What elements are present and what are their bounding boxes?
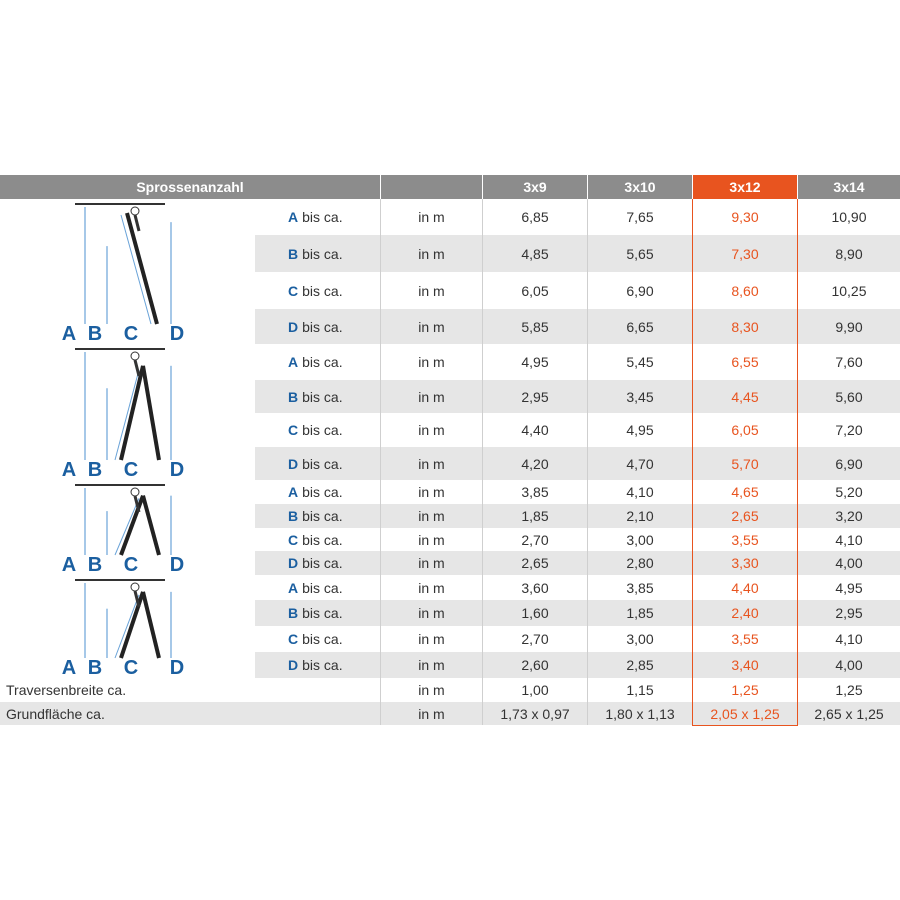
value-cell-3x14: 4,10 — [835, 631, 863, 647]
value-cell-3x9: 1,73 x 0,97 — [500, 705, 570, 722]
person-body — [135, 215, 139, 231]
row-label — [288, 626, 380, 652]
measure-suffix: bis ca. — [302, 555, 343, 571]
value-cell-3x12: 3,30 — [731, 555, 759, 571]
diagram-label-d: D — [169, 323, 185, 342]
diagram-label-c: C — [123, 657, 139, 676]
value-cell-3x9: 2,70 — [521, 531, 549, 548]
measure-suffix: bis ca. — [302, 605, 343, 621]
row-label — [288, 480, 380, 504]
measure-letter: D — [288, 455, 299, 472]
value-cell-3x14: 10,25 — [831, 282, 867, 299]
unit-cell: in m — [418, 209, 445, 225]
value-cell-3x9: 1,60 — [521, 605, 549, 621]
value-cell-3x9: 3,60 — [521, 579, 549, 596]
value-cell-3x12: 5,70 — [731, 455, 759, 472]
row-label — [288, 528, 380, 551]
measure-letter: D — [288, 555, 299, 571]
row-label — [288, 575, 380, 600]
value-cell-3x14: 5,20 — [835, 484, 863, 500]
ladder-leg-back — [143, 366, 159, 460]
value-cell-3x10: 3,85 — [626, 579, 654, 596]
row-label — [288, 380, 380, 413]
table-header — [0, 175, 900, 199]
value-cell-3x10: 6,90 — [626, 282, 654, 299]
value-cell-3x10: 1,85 — [626, 605, 654, 621]
header-label: Sprossenanzahl — [136, 179, 244, 195]
value-cell-3x10: 6,65 — [626, 318, 654, 335]
value-cell-3x14: 7,60 — [835, 354, 863, 370]
measure-letter: A — [288, 484, 299, 500]
value-cell-3x12: 6,05 — [731, 422, 759, 438]
value-cell-3x14: 9,90 — [835, 318, 863, 335]
row-label — [288, 447, 380, 480]
diagram-label-c: C — [123, 459, 139, 478]
unit-cell: in m — [418, 455, 445, 472]
value-cell-3x10: 4,10 — [626, 484, 654, 500]
value-cell-3x9: 1,85 — [521, 508, 549, 524]
person-head — [131, 352, 139, 360]
person-head — [131, 207, 139, 215]
value-cell-3x9: 1,00 — [521, 682, 549, 698]
unit-cell: in m — [418, 555, 445, 571]
measure-suffix: bis ca. — [302, 579, 343, 596]
value-cell-3x12: 8,30 — [731, 318, 759, 335]
unit-cell: in m — [418, 354, 445, 370]
value-cell-3x14: 4,10 — [835, 531, 863, 548]
value-cell-3x12: 4,40 — [731, 579, 759, 596]
diagram-label-d: D — [169, 657, 185, 676]
value-cell-3x9: 2,95 — [521, 388, 549, 405]
unit-cell: in m — [418, 579, 445, 596]
measure-letter: C — [288, 422, 299, 438]
value-cell-3x14: 8,90 — [835, 245, 863, 262]
value-cell-3x10: 3,00 — [626, 531, 654, 548]
diagram-label-a: A — [61, 459, 77, 478]
highlight-column-frame — [692, 199, 798, 726]
measure-letter: D — [288, 657, 299, 673]
measure-letter: A — [288, 579, 299, 596]
ladder-leg-back — [143, 496, 159, 555]
ladder-diagram-svg — [55, 577, 200, 676]
value-cell-3x10: 3,00 — [626, 631, 654, 647]
value-cell-3x12: 1,25 — [731, 682, 759, 698]
ladder-leg — [127, 213, 157, 324]
value-cell-3x12: 4,45 — [731, 388, 759, 405]
header-col-3x14: 3x14 — [833, 179, 865, 195]
value-cell-3x14: 4,00 — [835, 657, 863, 673]
ladder-diagram-svg — [55, 482, 200, 573]
unit-cell: in m — [418, 657, 445, 673]
diagram-label-c: C — [123, 323, 139, 342]
row-label — [288, 272, 380, 309]
diagram-label-c: C — [123, 554, 139, 573]
ladder-leg-front — [121, 592, 143, 658]
diagram-label-b: B — [87, 459, 103, 478]
value-cell-3x12: 6,55 — [731, 354, 759, 370]
person-body — [135, 496, 139, 512]
unit-cell: in m — [418, 318, 445, 335]
value-cell-3x14: 4,00 — [835, 555, 863, 571]
unit-cell: in m — [418, 631, 445, 647]
diagram-label-d: D — [169, 459, 185, 478]
value-cell-3x12: 3,40 — [731, 657, 759, 673]
header-col-3x9: 3x9 — [523, 179, 547, 195]
ladder-diagram — [55, 346, 195, 478]
measure-suffix: bis ca. — [302, 631, 343, 647]
row-label — [288, 600, 380, 626]
footer-label: Traversenbreite ca. — [6, 682, 127, 698]
value-cell-3x14: 5,60 — [835, 388, 863, 405]
value-cell-3x10: 5,45 — [626, 354, 654, 370]
diagram-label-d: D — [169, 554, 185, 573]
unit-cell: in m — [418, 682, 445, 698]
dimension-c-line — [115, 595, 139, 658]
unit-cell: in m — [418, 282, 445, 299]
value-cell-3x9: 6,05 — [521, 282, 549, 299]
value-cell-3x14: 10,90 — [831, 209, 867, 225]
value-cell-3x12: 2,65 — [731, 508, 759, 524]
value-cell-3x12: 2,05 x 1,25 — [710, 705, 780, 722]
value-cell-3x12: 9,30 — [731, 209, 759, 225]
row-label — [288, 652, 380, 678]
unit-cell: in m — [418, 531, 445, 548]
value-cell-3x14: 4,95 — [835, 579, 863, 596]
measure-suffix: bis ca. — [302, 455, 343, 472]
measure-letter: A — [288, 354, 299, 370]
measure-suffix: bis ca. — [302, 282, 343, 299]
diagram-label-a: A — [61, 657, 77, 676]
footer-label: Grundfläche ca. — [6, 705, 105, 722]
row-label — [288, 235, 380, 272]
ladder-leg-front — [121, 496, 143, 555]
value-cell-3x14: 1,25 — [835, 682, 863, 698]
measure-suffix: bis ca. — [302, 318, 343, 335]
diagram-label-a: A — [61, 323, 77, 342]
value-cell-3x10: 5,65 — [626, 245, 654, 262]
measure-suffix: bis ca. — [302, 484, 343, 500]
value-cell-3x9: 2,70 — [521, 631, 549, 647]
value-cell-3x12: 7,30 — [731, 245, 759, 262]
column-divider — [380, 199, 381, 725]
value-cell-3x9: 3,85 — [521, 484, 549, 500]
diagram-label-b: B — [87, 554, 103, 573]
measure-letter: C — [288, 531, 299, 548]
value-cell-3x9: 4,85 — [521, 245, 549, 262]
value-cell-3x12: 3,55 — [731, 631, 759, 647]
header-col-3x12: 3x12 — [693, 175, 797, 199]
measure-letter: B — [288, 605, 299, 621]
row-label — [288, 199, 380, 235]
value-cell-3x12: 3,55 — [731, 531, 759, 548]
value-cell-3x9: 4,95 — [521, 354, 549, 370]
measure-letter: A — [288, 209, 299, 225]
unit-cell: in m — [418, 605, 445, 621]
measure-suffix: bis ca. — [302, 209, 343, 225]
value-cell-3x10: 7,65 — [626, 209, 654, 225]
unit-cell: in m — [418, 705, 445, 722]
measure-suffix: bis ca. — [302, 508, 343, 524]
value-cell-3x10: 1,15 — [626, 682, 654, 698]
value-cell-3x10: 3,45 — [626, 388, 654, 405]
unit-cell: in m — [418, 508, 445, 524]
row-label — [288, 344, 380, 380]
ladder-diagram — [55, 482, 195, 573]
measure-letter: B — [288, 388, 299, 405]
column-divider — [482, 199, 483, 725]
value-cell-3x10: 2,85 — [626, 657, 654, 673]
row-label — [288, 504, 380, 528]
value-cell-3x9: 6,85 — [521, 209, 549, 225]
measure-letter: C — [288, 631, 299, 647]
header-divider — [380, 175, 381, 199]
header-col-3x10: 3x10 — [624, 179, 656, 195]
value-cell-3x10: 2,10 — [626, 508, 654, 524]
ladder-diagram — [55, 577, 195, 676]
measure-letter: B — [288, 508, 299, 524]
value-cell-3x14: 2,65 x 1,25 — [814, 705, 884, 722]
measure-letter: B — [288, 245, 299, 262]
value-cell-3x9: 2,65 — [521, 555, 549, 571]
person-body — [135, 360, 139, 376]
measure-suffix: bis ca. — [302, 422, 343, 438]
diagram-label-b: B — [87, 657, 103, 676]
value-cell-3x10: 2,80 — [626, 555, 654, 571]
measure-letter: C — [288, 282, 299, 299]
row-label — [288, 309, 380, 344]
value-cell-3x9: 5,85 — [521, 318, 549, 335]
unit-cell: in m — [418, 388, 445, 405]
value-cell-3x10: 4,95 — [626, 422, 654, 438]
measure-suffix: bis ca. — [302, 354, 343, 370]
ladder-diagram-svg — [55, 201, 200, 342]
diagram-label-a: A — [61, 554, 77, 573]
value-cell-3x10: 1,80 x 1,13 — [605, 705, 675, 722]
value-cell-3x14: 6,90 — [835, 455, 863, 472]
unit-cell: in m — [418, 422, 445, 438]
value-cell-3x14: 3,20 — [835, 508, 863, 524]
person-head — [131, 488, 139, 496]
ladder-diagram — [55, 201, 195, 342]
value-cell-3x9: 2,60 — [521, 657, 549, 673]
value-cell-3x14: 7,20 — [835, 422, 863, 438]
measure-suffix: bis ca. — [302, 388, 343, 405]
value-cell-3x12: 2,40 — [731, 605, 759, 621]
dimension-c-line — [121, 215, 151, 324]
ladder-leg-back — [143, 592, 159, 658]
measure-suffix: bis ca. — [302, 657, 343, 673]
measure-letter: D — [288, 318, 299, 335]
unit-cell: in m — [418, 484, 445, 500]
column-divider — [587, 199, 588, 725]
value-cell-3x14: 2,95 — [835, 605, 863, 621]
value-cell-3x10: 4,70 — [626, 455, 654, 472]
measure-suffix: bis ca. — [302, 245, 343, 262]
value-cell-3x12: 8,60 — [731, 282, 759, 299]
value-cell-3x12: 4,65 — [731, 484, 759, 500]
ladder-leg-front — [121, 366, 143, 460]
dimension-c-line — [115, 498, 139, 555]
value-cell-3x9: 4,20 — [521, 455, 549, 472]
value-cell-3x9: 4,40 — [521, 422, 549, 438]
row-label — [288, 551, 380, 575]
diagram-label-b: B — [87, 323, 103, 342]
row-label — [288, 413, 380, 447]
unit-cell: in m — [418, 245, 445, 262]
ladder-diagram-svg — [55, 346, 200, 478]
person-head — [131, 583, 139, 591]
measure-suffix: bis ca. — [302, 531, 343, 548]
dimension-c-line — [115, 370, 139, 460]
